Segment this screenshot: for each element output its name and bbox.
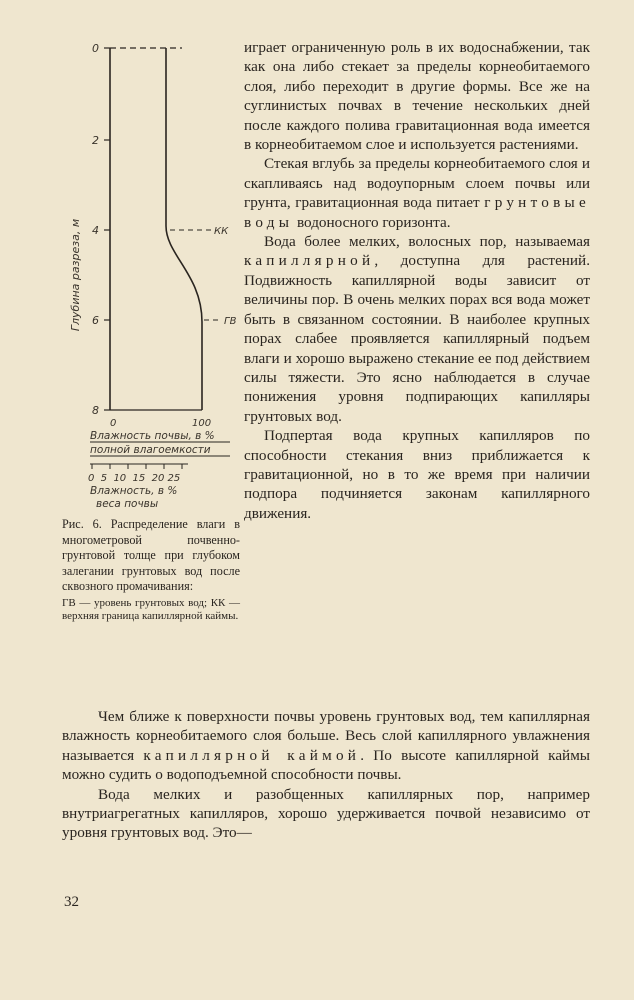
tick-label-0: 0 [92, 42, 99, 55]
scale1-label-line1: Влажность почвы, в % [90, 430, 215, 442]
gv-label: ГВ [224, 316, 237, 327]
paragraph-3-end: , доступна для растений. Подвижность капиллярной воды зависит от величины пор. В очень мелких порах вся вода может быть в связанном состоянии. В наиболее крупных порах слабее проявляется капиллярный подъем влаги и хорошо выражено стекание ее под действием силы тяжести. Это ясно наблюдается в случае понижения уровня подпирающих капилляры грунтовых вод. [244, 252, 590, 425]
paragraph-5-start: Чем ближе к поверхности почвы уровень грунтовых вод, тем капиллярная влажность корнеобитаемого слоя больше. Весь слой капиллярного увлажнения называется [62, 708, 590, 764]
scale2-label-line1: Влажность, в % [90, 485, 178, 497]
scale1-label-line2: полной влагоемкости [90, 444, 211, 456]
figure-caption [62, 517, 240, 623]
tick-label-6: 6 [92, 314, 99, 327]
tick-label-8: 8 [92, 404, 99, 417]
paragraph-5-end: . По высоте капиллярной каймы можно судить о водоподъемной способности почвы. [62, 746, 591, 784]
paragraph-2 [244, 154, 590, 232]
paragraph-3 [244, 232, 590, 426]
tick-label-4: 4 [92, 224, 99, 237]
caption-text: Рис. 6. Распределение влаги в многометровой почвенно-грунтовой толще при глубоком залегании грунтовых вод после сквозного промачивания: [62, 517, 240, 594]
kk-label: КК [214, 226, 229, 237]
term-capillary-fringe: капиллярной каймой [143, 746, 361, 764]
term-groundwater: грунтовые воды [244, 194, 590, 231]
paragraph-1: играет ограниченную роль в их водоснабжении, так как она либо стекает за пределы корнеобитаемого слоя, либо переходит в другие формы. Все же на суглинистых почвах в течение нескольких дней после каждого полива гравитационная вода имеется в корнеобитаемом слое и используется растениями. [244, 39, 590, 154]
y-axis-label: Глубина разреза, м [69, 218, 82, 332]
term-capillary: капиллярной [244, 252, 375, 270]
page-number: 32 [64, 894, 79, 910]
full-width-text [62, 707, 590, 843]
paragraph-2-end: водоносного горизонта. [296, 213, 451, 231]
tick-label-2: 2 [92, 134, 99, 147]
scale1-tick-0: 0 [110, 418, 117, 429]
paragraph-3-start: Вода более мелких, волосных пор, называемая [264, 233, 590, 251]
moisture-curve [166, 48, 202, 410]
scale1-tick-100: 100 [192, 418, 212, 429]
moisture-distribution-figure [62, 30, 242, 550]
right-text-column [244, 38, 590, 523]
paragraph-5 [62, 707, 590, 785]
scale2-label-line2: веса почвы [96, 498, 159, 510]
scale2-ticks: 0 5 10 15 20 25 [88, 473, 181, 484]
paragraph-2-start: Стекая вглубь за пределы корнеобитаемого слоя и скапливаясь над водоупорным слоем почвы или грунта, гравитационная вода питает [244, 155, 590, 212]
paragraph-6: Вода мелких и разобщенных капиллярных пор, например внутриагрегатных капилляров, хорошо удерживается почвой независимо от уровня грунтовых вод. Это— [62, 785, 590, 842]
figure-diagram [62, 30, 242, 520]
caption-legend: ГВ — уровень грунтовых вод; КК — верхняя граница капиллярной каймы. [62, 596, 240, 622]
paragraph-4: Подпертая вода крупных капилляров по способности стекания вниз приближается к гравитационной, но в то же время при наличии подпора подчиняется законам капиллярного движения. [244, 427, 590, 522]
